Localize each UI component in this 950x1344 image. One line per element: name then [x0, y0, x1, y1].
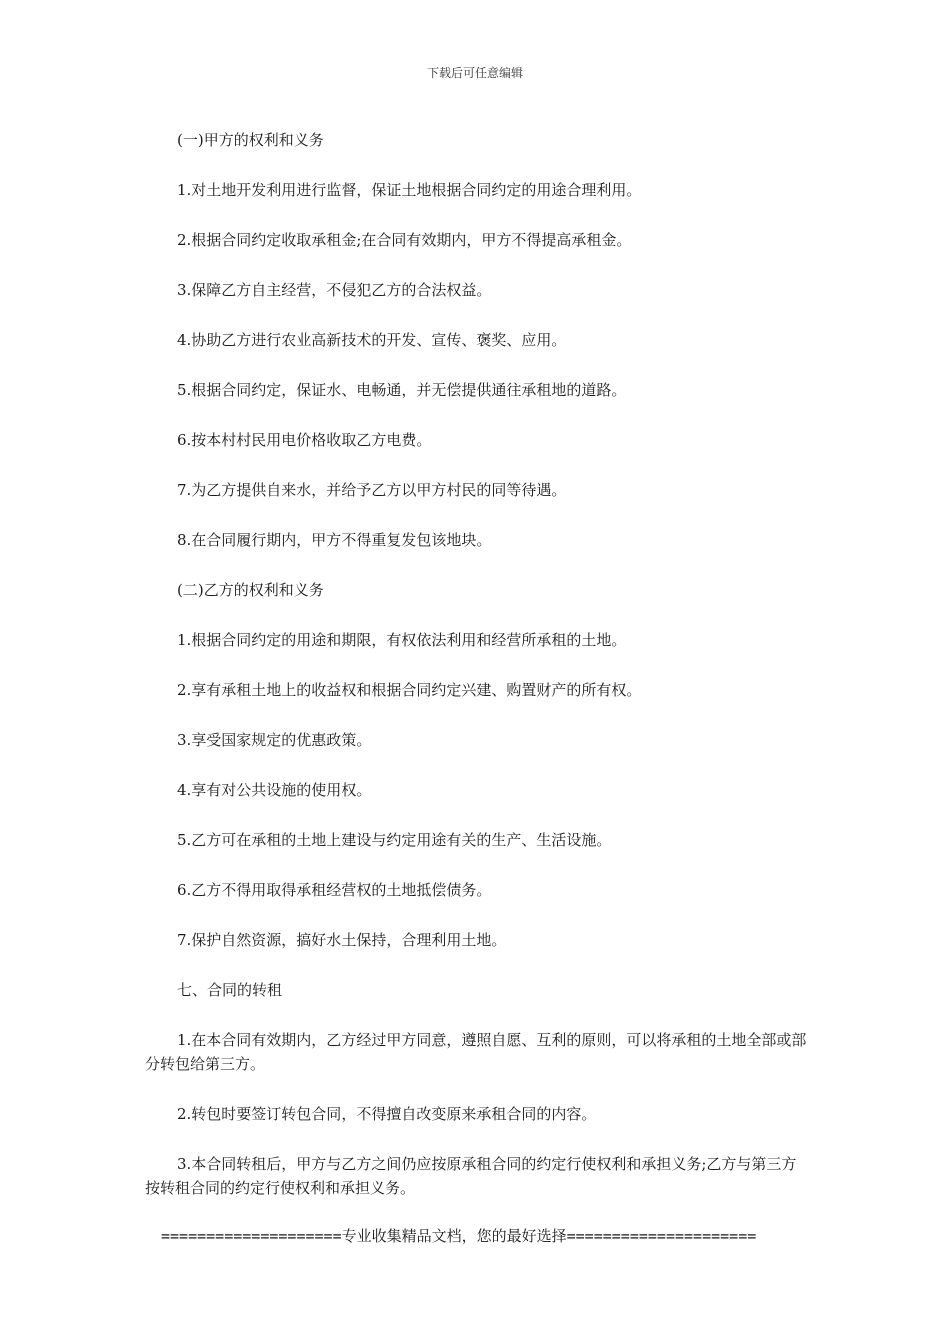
- paragraph: 7.为乙方提供自来水，并给予乙方以甲方村民的同等待遇。: [177, 481, 567, 499]
- section-heading-party-a: (一)甲方的权利和义务: [177, 131, 324, 149]
- paragraph: 8.在合同履行期内，甲方不得重复发包该地块。: [177, 531, 492, 549]
- paragraph: 2.享有承租土地上的收益权和根据合同约定兴建、购置财产的所有权。: [177, 681, 642, 699]
- paragraph: 5.乙方可在承租的土地上建设与约定用途有关的生产、生活设施。: [177, 831, 612, 849]
- paragraph: 3.享受国家规定的优惠政策。: [177, 731, 372, 749]
- paragraph: 3.保障乙方自主经营，不侵犯乙方的合法权益。: [177, 281, 492, 299]
- paragraph: 7.保护自然资源，搞好水土保持，合理利用土地。: [177, 931, 507, 949]
- paragraph: 2.转包时要签订转包合同，不得擅自改变原来承租合同的内容。: [177, 1105, 597, 1123]
- paragraph: 5.根据合同约定，保证水、电畅通，并无偿提供通往承租地的道路。: [177, 381, 627, 399]
- section-heading-party-b: (二)乙方的权利和义务: [177, 581, 324, 599]
- paragraph: 1.根据合同约定的用途和期限，有权依法利用和经营所承租的土地。: [177, 631, 627, 649]
- paragraph: 4.协助乙方进行农业高新技术的开发、宣传、褒奖、应用。: [177, 331, 567, 349]
- paragraph: 1.在本合同有效期内，乙方经过甲方同意，遵照自愿、互利的原则，可以将承租的土地全部或部分转包给第三方。: [145, 1031, 807, 1073]
- page-footer-banner: ====================专业收集精品文档，您的最好选择=====================: [161, 1227, 757, 1245]
- paragraph: 6.乙方不得用取得承租经营权的土地抵偿债务。: [177, 881, 492, 899]
- paragraph: 2.根据合同约定收取承租金;在合同有效期内，甲方不得提高承租金。: [177, 231, 632, 249]
- paragraph: 4.享有对公共设施的使用权。: [177, 781, 372, 799]
- paragraph: 6.按本村村民用电价格收取乙方电费。: [177, 431, 432, 449]
- page-header-note: 下载后可任意编辑: [426, 66, 523, 80]
- paragraph: 1.对土地开发利用进行监督，保证土地根据合同约定的用途合理利用。: [177, 181, 642, 199]
- section-heading-sublease: 七、合同的转租: [177, 981, 283, 999]
- document-body: [145, 128, 807, 1226]
- paragraph: 3.本合同转租后，甲方与乙方之间仍应按原承租合同的约定行使权利和承担义务;乙方与第三方按转租合同的约定行使权利和承担义务。: [145, 1155, 797, 1197]
